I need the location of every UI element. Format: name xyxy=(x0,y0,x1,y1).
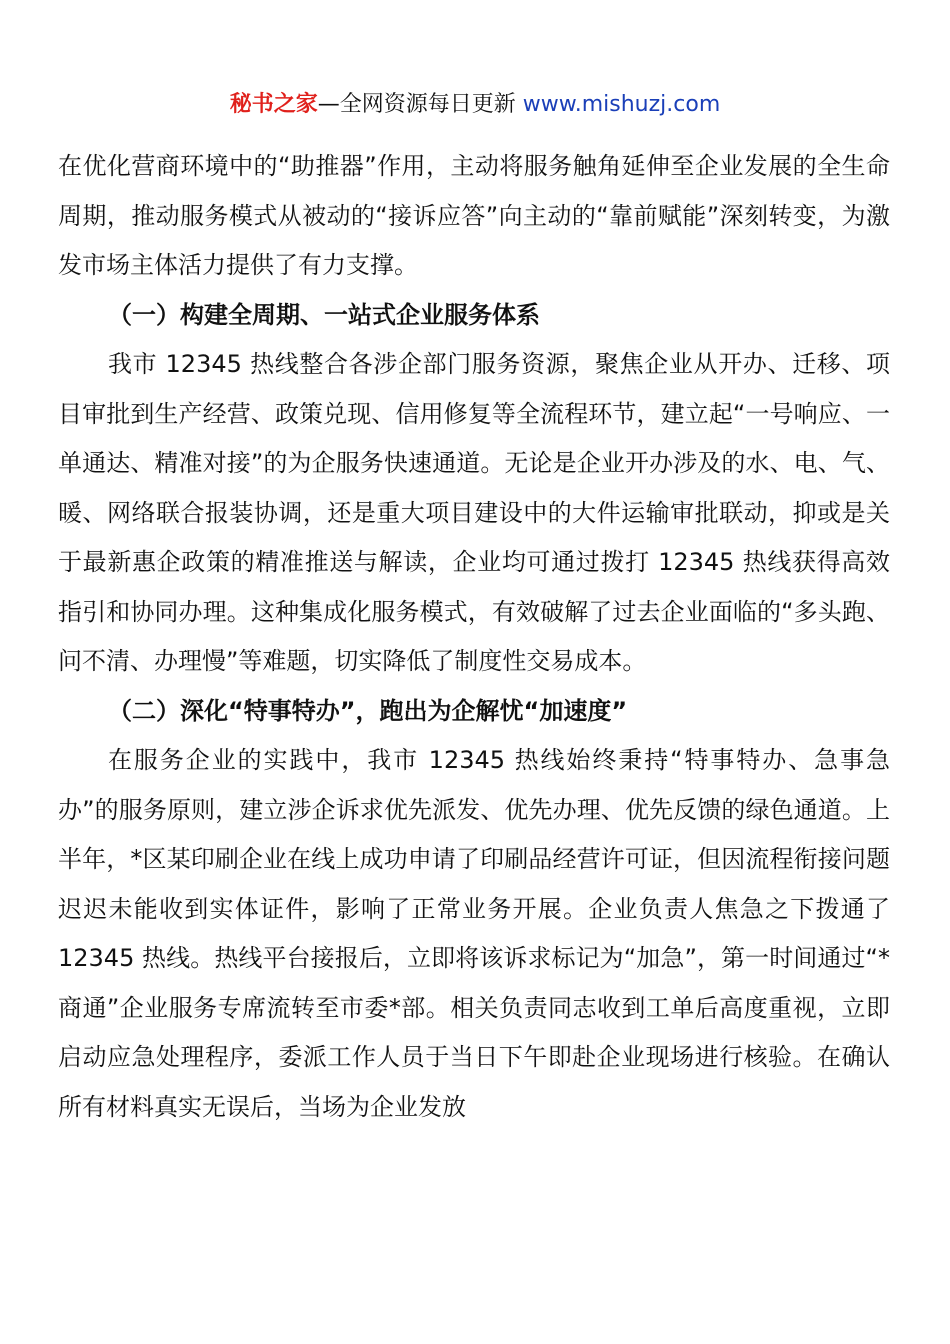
paragraph-section-2: 在服务企业的实践中，我市 12345 热线始终秉持“特事特办、急事急办”的服务原则，建立涉企诉求优先派发、优先办理、优先反馈的绿色通道。上半年，*区某印刷企业在线上成功申请了印刷品经营许可证，但因流程衔接问题迟迟未能收到实体证件，影响了正常业务开展。企业负责人焦急之下拨通了 12345 热线。热线平台接报后，立即将该诉求标记为“加急”，第一时间通过“*商通”企业服务专席流转至市委*部。相关负责同志收到工单后高度重视，立即启动应急处理程序，委派工作人员于当日下午即赴企业现场进行核验。在确认所有材料真实无误后，当场为企业发放 xyxy=(58,746,890,1121)
paragraph-intro: 在优化营商环境中的“助推器”作用，主动将服务触角延伸至企业发展的全生命周期，推动服务模式从被动的“接诉应答”向主动的“靠前赋能”深刻转变，为激发市场主体活力提供了有力支撑。 xyxy=(58,152,890,279)
header-url-link[interactable]: www.mishuzj.com xyxy=(522,92,721,117)
header-brand: 秘书之家 xyxy=(229,92,318,117)
section-heading-2: （二）深化“特事特办”，跑出为企解忧“加速度” xyxy=(108,696,628,725)
page-header xyxy=(0,88,950,122)
document-body xyxy=(58,142,890,1132)
header-tagline: —全网资源每日更新 xyxy=(317,92,523,117)
section-heading-1: （一）构建全周期、一站式企业服务体系 xyxy=(108,300,540,329)
paragraph-section-1: 我市 12345 热线整合各涉企部门服务资源，聚焦企业从开办、迁移、项目审批到生产经营、政策兑现、信用修复等全流程环节，建立起“一号响应、一单通达、精准对接”的为企服务快速通道。无论是企业开办涉及的水、电、气、暖、网络联合报装协调，还是重大项目建设中的大件运输审批联动，抑或是关于最新惠企政策的精准推送与解读，企业均可通过拨打 12345 热线获得高效指引和协同办理。这种集成化服务模式，有效破解了过去企业面临的“多头跑、问不清、办理慢”等难题，切实降低了制度性交易成本。 xyxy=(58,350,890,675)
